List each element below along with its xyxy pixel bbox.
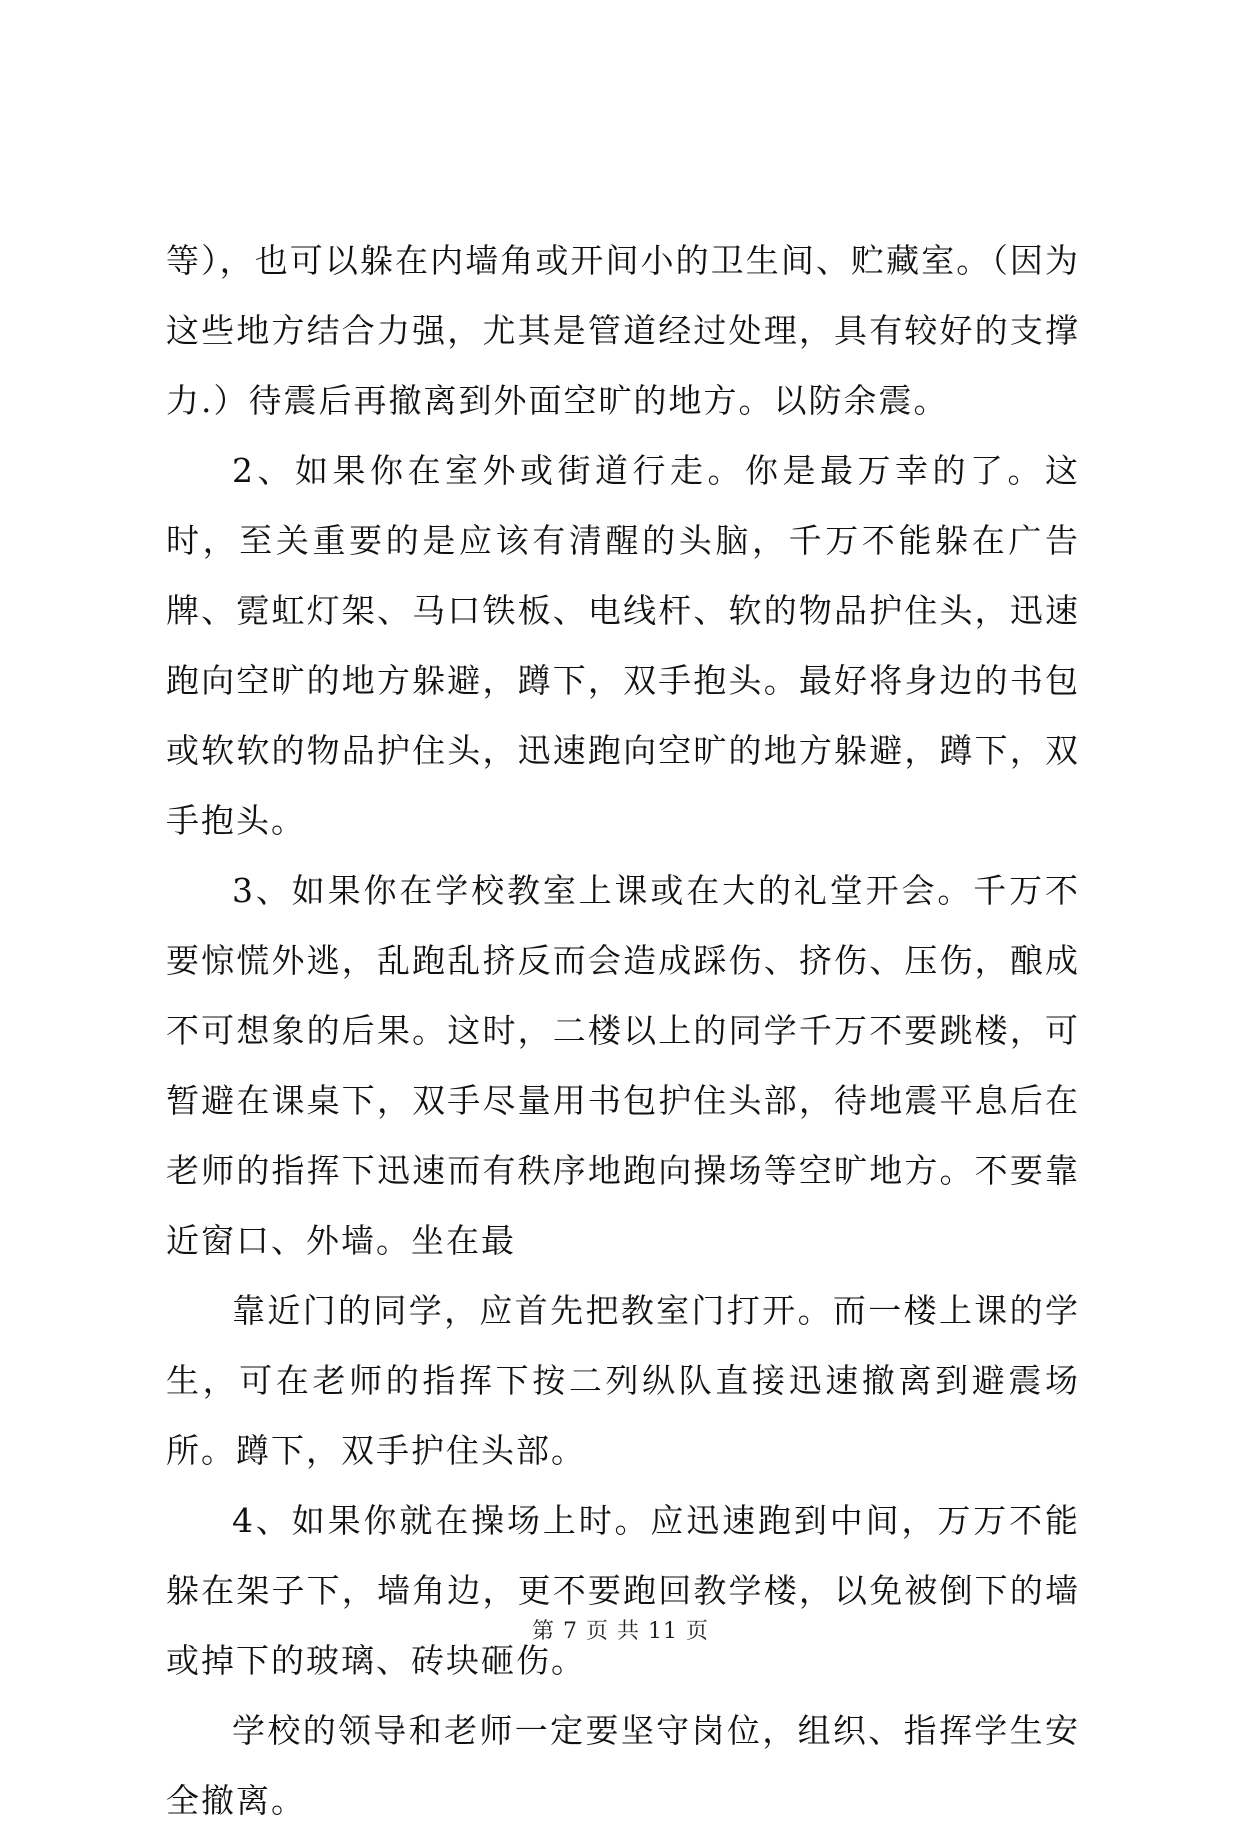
paragraph-continuation: 等），也可以躲在内墙角或开间小的卫生间、贮藏室。（因为这些地方结合力强，尤其是管道经过处理，具有较好的支撑力.）待震后再撤离到外面空旷的地方。以防余震。 xyxy=(166,241,1080,420)
paragraph-item-3-continued: 靠近门的同学，应首先把教室门打开。而一楼上课的学生，可在老师的指挥下按二列纵队直接迅速撤离到避震场所。蹲下，双手护住头部。 xyxy=(166,1291,1080,1470)
paragraph-item-4: 4、如果你就在操场上时。应迅速跑到中间，万万不能躲在架子下，墙角边，更不要跑回教学楼，以免被倒下的墙或掉下的玻璃、砖块砸伤。 xyxy=(166,1501,1080,1680)
page-number-footer: 第 7 页 共 11 页 xyxy=(532,1619,709,1644)
paragraph-item-3: 3、如果你在学校教室上课或在大的礼堂开会。千万不要惊慌外逃，乱跑乱挤反而会造成踩伤、挤伤、压伤，酿成不可想象的后果。这时，二楼以上的同学千万不要跳楼，可暂避在课桌下，双手尽量用书包护住头部，待地震平息后在老师的指挥下迅速而有秩序地跑向操场等空旷地方。不要靠近窗口、外墙。坐在最 xyxy=(166,871,1080,1260)
paragraph-item-2: 2、如果你在室外或街道行走。你是最万幸的了。这时，至关重要的是应该有清醒的头脑，千万不能躲在广告牌、霓虹灯架、马口铁板、电线杆、软的物品护住头，迅速跑向空旷的地方躲避，蹲下，双手抱头。最好将身边的书包或软软的物品护住头，迅速跑向空旷的地方躲避，蹲下，双手抱头。 xyxy=(166,451,1080,840)
document-body xyxy=(166,226,1080,1836)
paragraph-closing: 学校的领导和老师一定要坚守岗位，组织、指挥学生安全撤离。 xyxy=(166,1711,1080,1820)
